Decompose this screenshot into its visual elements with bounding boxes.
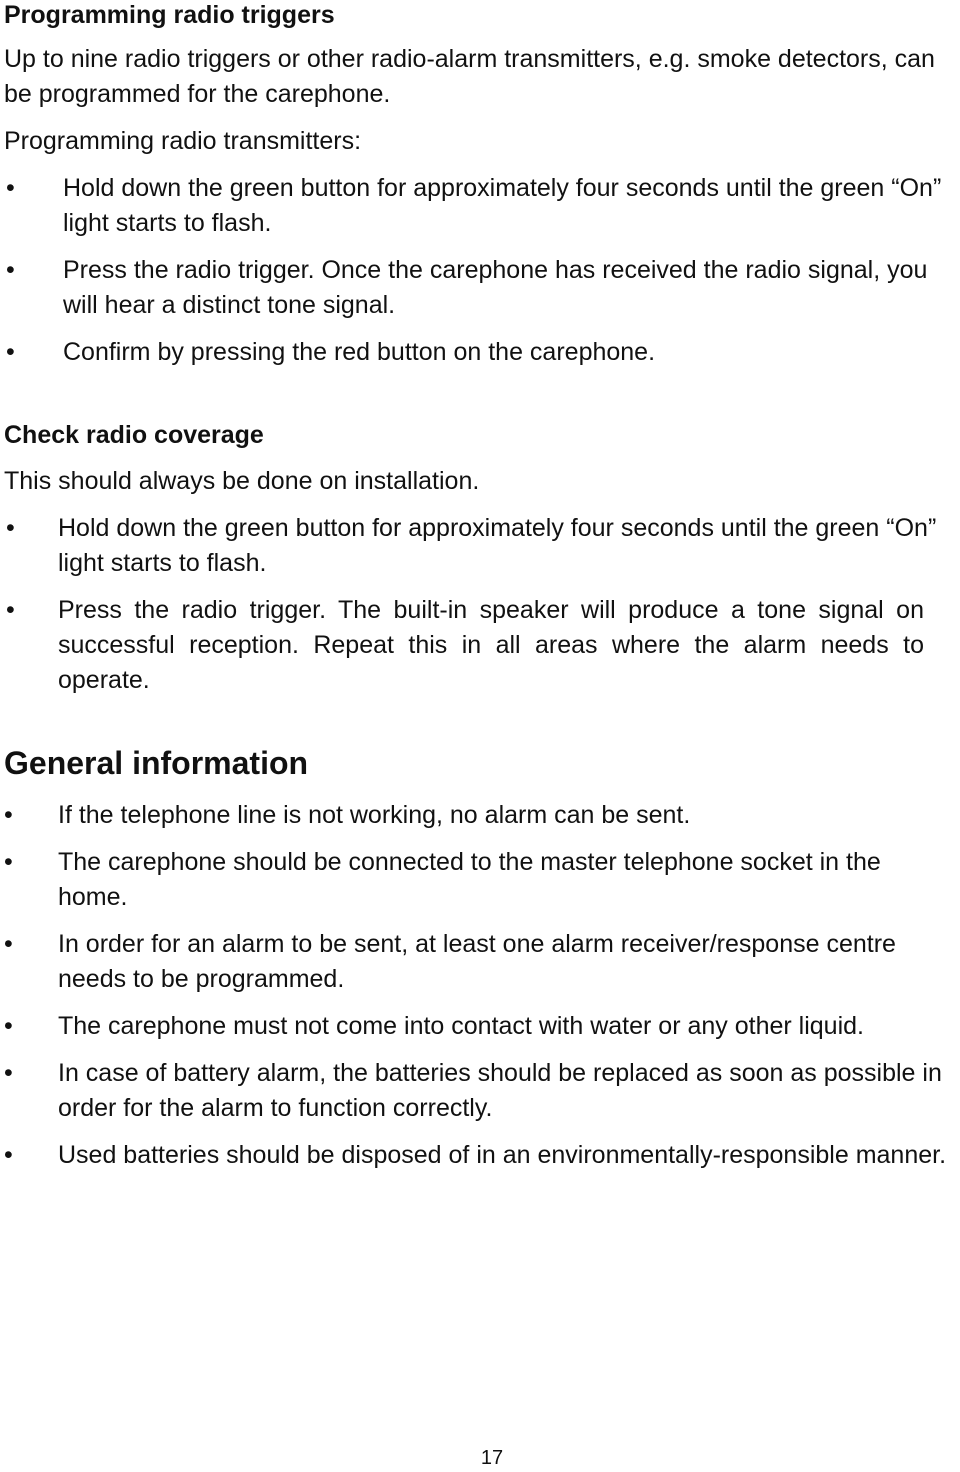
- list-item-text: The carephone must not come into contact with water or any other liquid.: [58, 1012, 864, 1040]
- general-information-list: [4, 798, 956, 1173]
- list-item-text: Hold down the green button for approximately four seconds until the green “On” light starts to flash.: [63, 174, 942, 237]
- bullet-icon: •: [6, 596, 15, 624]
- list-item-text: Press the radio trigger. The built-in speaker will produce a tone signal on successful reception. Repeat this in all areas where the alarm needs to operate.: [58, 596, 924, 694]
- bullet-icon: •: [4, 1141, 13, 1169]
- page-number: 17: [480, 1447, 504, 1469]
- bullet-icon: •: [4, 1059, 13, 1087]
- section-title-programming-radio-triggers: Programming radio triggers: [4, 1, 335, 29]
- bullet-icon: •: [6, 338, 15, 366]
- list-item-text: Confirm by pressing the red button on the carephone.: [63, 338, 656, 366]
- bullet-icon: •: [4, 930, 13, 958]
- list-item: [4, 253, 956, 323]
- list-item: [4, 1056, 956, 1126]
- list-item-text: In case of battery alarm, the batteries should be replaced as soon as possible in order for the alarm to function correctly.: [58, 1059, 942, 1122]
- list-item-text: Hold down the green button for approximately four seconds until the green “On” light starts to flash.: [58, 514, 937, 577]
- coverage-steps-list: [4, 511, 956, 698]
- bullet-icon: •: [4, 1012, 13, 1040]
- list-item-text: The carephone should be connected to the master telephone socket in the home.: [58, 848, 881, 911]
- programming-steps-list: [4, 171, 956, 370]
- sublead-text: Programming radio transmitters:: [4, 127, 362, 155]
- list-item: [4, 927, 956, 997]
- list-item-text: Press the radio trigger. Once the carephone has received the radio signal, you will hear a distinct tone signal.: [63, 256, 928, 319]
- list-item: [4, 335, 956, 370]
- list-item: [4, 798, 956, 833]
- bullet-icon: •: [6, 256, 15, 284]
- list-item-text: If the telephone line is not working, no alarm can be sent.: [58, 801, 691, 829]
- list-item: [4, 593, 956, 698]
- section-title-check-radio-coverage: Check radio coverage: [4, 421, 264, 449]
- bullet-icon: •: [4, 801, 13, 829]
- section-title-general-information: General information: [4, 745, 309, 781]
- list-item: [4, 511, 956, 581]
- list-item: [4, 1009, 956, 1044]
- list-item: [4, 1138, 956, 1173]
- list-item: [4, 845, 956, 915]
- bullet-icon: •: [6, 514, 15, 542]
- list-item: [4, 171, 956, 241]
- bullet-icon: •: [6, 174, 15, 202]
- list-item-text: Used batteries should be disposed of in an environmentally-responsible manner.: [58, 1141, 947, 1169]
- coverage-intro-paragraph: This should always be done on installation.: [4, 467, 480, 495]
- intro-paragraph: Up to nine radio triggers or other radio-alarm transmitters, e.g. smoke detectors, can be programmed for the carephone.: [4, 45, 935, 108]
- list-item-text: In order for an alarm to be sent, at least one alarm receiver/response centre needs to be programmed.: [58, 930, 896, 993]
- bullet-icon: •: [4, 848, 13, 876]
